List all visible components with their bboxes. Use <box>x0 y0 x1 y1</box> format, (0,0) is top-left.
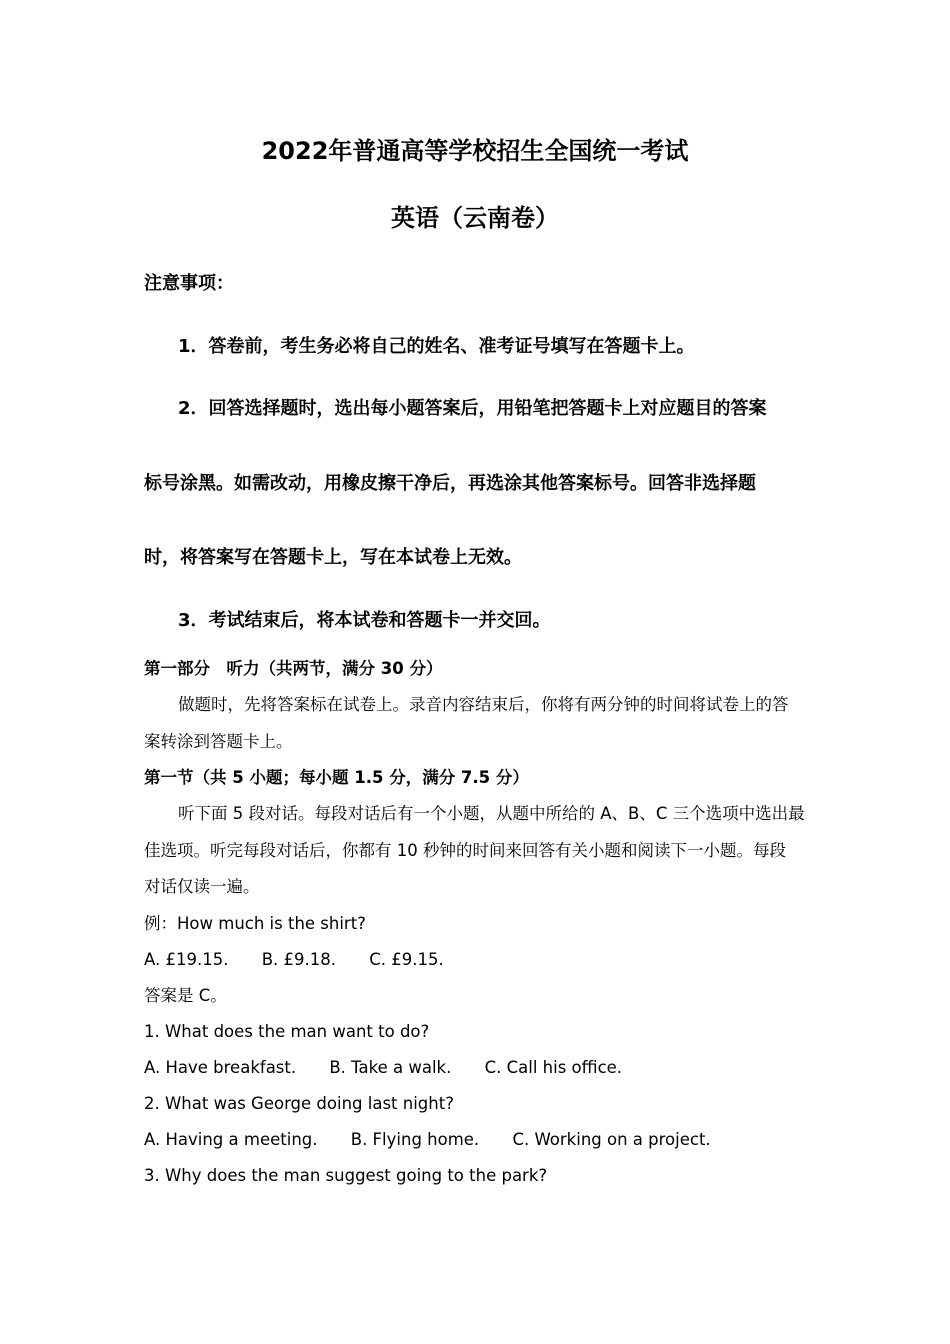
section1-heading: 第一节（共 5 小题；每小题 1.5 分，满分 7.5 分） <box>144 768 529 787</box>
part1-intro-line-2: 案转涂到答题卡上。 <box>144 732 293 751</box>
example-option-b: B. £9.18. <box>261 950 337 969</box>
question-1: 1. What does the man want to do? <box>144 1022 430 1041</box>
notice-heading: 注意事项： <box>144 273 234 294</box>
question-2-options <box>144 1128 814 1152</box>
exam-title: 2022年普通高等学校招生全国统一考试 <box>261 137 689 165</box>
section1-instruction-line-1: 听下面 5 段对话。每段对话后有一个小题，从题中所给的 A、B、C 三个选项中选出最 <box>178 804 805 823</box>
example-options <box>144 948 814 972</box>
section1-instruction-line-3: 对话仅读一遍。 <box>144 877 260 896</box>
section1-instruction-line-2: 佳选项。听完每段对话后，你都有 10 秒钟的时间来回答有关小题和阅读下一小题。每段 <box>144 841 786 860</box>
question-1-options <box>144 1056 814 1080</box>
notice-item-2-line-3: 时，将答案写在答题卡上，写在本试卷上无效。 <box>144 547 522 568</box>
question-2-option-b: B. Flying home. <box>350 1130 480 1149</box>
notice-item-2-line-1: 2．回答选择题时，选出每小题答案后，用铅笔把答题卡上对应题目的答案 <box>178 398 767 419</box>
exam-subtitle: 英语（云南卷） <box>391 204 559 232</box>
question-2-option-c: C. Working on a project. <box>512 1130 711 1149</box>
example-question: 例：How much is the shirt? <box>144 914 366 933</box>
example-option-c: C. £9.15. <box>369 950 444 969</box>
question-1-option-c: C. Call his office. <box>484 1058 623 1077</box>
part1-intro-line-1: 做题时，先将答案标在试卷上。录音内容结束后，你将有两分钟的时间将试卷上的答 <box>178 695 789 714</box>
example-option-a: A. £19.15. <box>144 950 229 969</box>
question-1-option-a: A. Have breakfast. <box>144 1058 297 1077</box>
example-answer: 答案是 C。 <box>144 986 227 1005</box>
notice-item-3: 3．考试结束后，将本试卷和答题卡一并交回。 <box>178 610 551 631</box>
part1-heading: 第一部分 听力（共两节，满分 30 分） <box>144 659 443 678</box>
question-2-option-a: A. Having a meeting. <box>144 1130 318 1149</box>
notice-item-1: 1．答卷前，考生务必将自己的姓名、准考证号填写在答题卡上。 <box>178 336 695 357</box>
question-3: 3. Why does the man suggest going to the park? <box>144 1166 548 1185</box>
notice-item-2-line-2: 标号涂黑。如需改动，用橡皮擦干净后，再选涂其他答案标号。回答非选择题 <box>144 473 756 494</box>
question-1-option-b: B. Take a walk. <box>329 1058 452 1077</box>
question-2: 2. What was George doing last night? <box>144 1094 454 1113</box>
